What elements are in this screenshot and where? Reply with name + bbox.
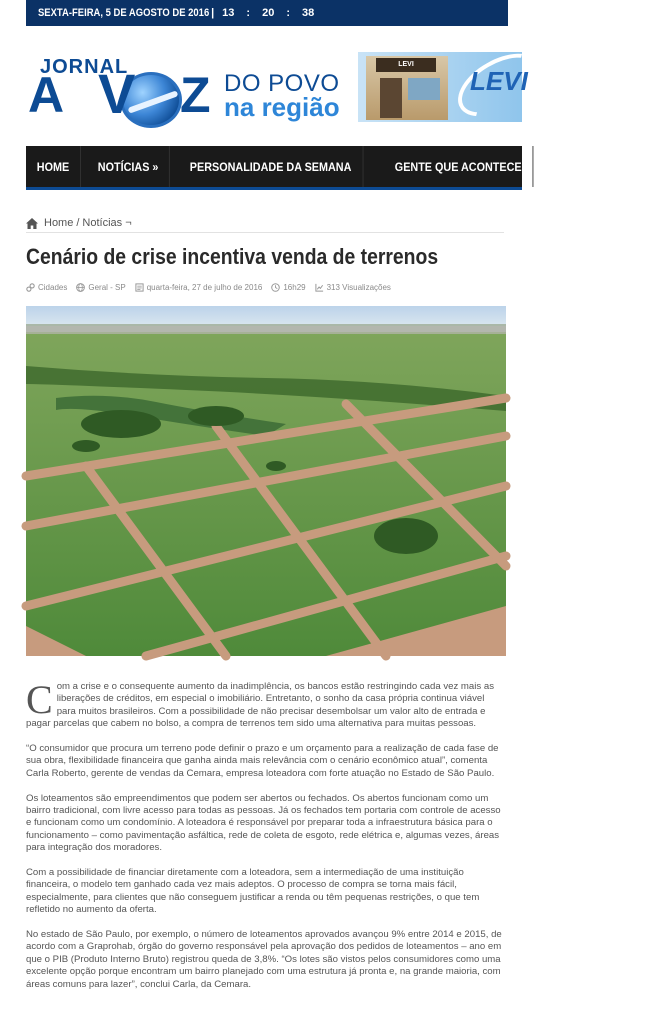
nav-item-gente-que-acontece[interactable]: GENTE QUE ACONTECE (384, 146, 533, 187)
logo-letter-z: Z (180, 67, 211, 123)
meta-date (135, 283, 263, 292)
clock-separator: : (286, 7, 290, 19)
meta-time (271, 283, 305, 292)
breadcrumb-current[interactable]: Notícias ¬ (82, 217, 132, 229)
main-nav (26, 146, 658, 190)
breadcrumb-divider (26, 232, 504, 233)
breadcrumb-separator: / (76, 217, 80, 229)
site-header (0, 26, 528, 144)
article-meta (26, 280, 506, 294)
meta-views (315, 283, 391, 292)
nav-item-home[interactable]: HOME (26, 146, 81, 187)
document-icon (135, 283, 144, 292)
article-photo (26, 306, 506, 656)
globe-icon (76, 283, 85, 292)
ad-brand-name: LEVI (470, 66, 528, 96)
logo-do-povo-text: DO POVO (224, 70, 340, 97)
header-ad-banner[interactable] (358, 52, 528, 122)
breadcrumb-home-link[interactable]: Home (44, 217, 74, 229)
nav-item-noticias[interactable]: NOTÍCIAS » (87, 146, 170, 187)
article-paragraph: “O consumidor que procura um terreno pode definir o prazo e um orçamento para a realização de cada fase de sua obra, flexibilidade financeira que ganha ainda mais relevância com o cenário econômico atual”, comenta Carla Roberto, gerente de vendas da Cemara, empresa loteadora com forte atuação no Estado de São Paulo. (26, 743, 499, 779)
breadcrumb (26, 214, 504, 232)
logo-na-regiao-text: na região (224, 92, 340, 122)
meta-date-label: quarta-feira, 27 de julho de 2016 (146, 282, 263, 292)
article-paragraph-text: om a crise e o consequente aumento da inadimplência, os bancos estão restringindo cada vez mais as liberações de créditos, em especial o imobiliário. Entretanto, o sonho da casa própria continua viável para muitos brasileiros. Com a possibilidade de não precisar desembolsar um valor alto de entrada e pagar parcelas que cabem no bolso, a compra de terrenos tem sido uma alternativa para muitas pessoas. (26, 681, 494, 730)
top-bar (0, 0, 522, 26)
site-logo[interactable] (28, 56, 348, 146)
article-body (26, 677, 504, 1003)
meta-category-label: Cidades (38, 282, 68, 292)
logo-letter-v: V (98, 62, 136, 125)
link-icon (26, 283, 35, 292)
top-bar-separator: | (211, 7, 215, 19)
meta-views-label: 313 Visualizações (326, 282, 391, 292)
clock-separator: : (246, 7, 251, 19)
clock-minutes: 20 (262, 7, 275, 19)
shop-sign: LEVI (376, 58, 436, 72)
logo-jornal-text: JORNAL (40, 56, 129, 78)
nav-item-classificados[interactable]: CLASSIFICADOS » (560, 159, 658, 174)
article-title: Cenário de crise incentiva venda de terrenos (26, 244, 439, 269)
current-date: SEXTA-FEIRA, 5 DE AGOSTO DE 2016 (38, 7, 210, 19)
home-icon (26, 218, 38, 229)
top-bar-strip (26, 0, 508, 26)
clock-seconds: 38 (302, 7, 315, 19)
drop-cap: C (26, 677, 53, 722)
article-paragraph (26, 677, 504, 731)
meta-category[interactable] (26, 283, 67, 292)
article-paragraph: Com a possibilidade de financiar diretamente com a loteadora, sem a intermediação de uma instituição financeira, o modelo tem ganhado cada vez mais adeptos. O processo de compra se torna mais fácil, especialmente, para clientes que não conseguem justificar a renda ou têm pequenas restrições, o que tem refletido no aumento da oferta. (26, 867, 480, 916)
meta-region-label: Geral - SP (88, 282, 126, 292)
storefront-image (366, 56, 448, 120)
nav-item-personalidade-da-semana[interactable]: PERSONALIDADE DA SEMANA (179, 146, 363, 187)
live-clock (222, 7, 314, 19)
article-paragraph: Os loteamentos são empreendimentos que podem ser abertos ou fechados. Os abertos funcionam como um bairro tradicional, com livre acesso para todas as pessoas. Já os fechados tem portaria com controle de acesso e funcionam como um condomínio. A loteadora é responsável por preparar toda a infraestrutura básica para o funcionamento – como pavimentação asfáltica, rede de coleta de esgoto, rede elétrica e, algumas vezes, áreas para integração dos moradores. (26, 792, 501, 854)
article-paragraph: No estado de São Paulo, por exemplo, o número de loteamentos aprovados avançou 9% entre 2014 e 2015, de acordo com a Graprohab, órgão do governo responsável pela aprovação dos pedidos de loteamentos – ano em que o PIB (Produto Interno Bruto) registrou queda de 3,8%. “Os lotes são vistos pelos consumidores como uma excelente opção porque encontram um bairro planejado com uma estrutura já pronta e, na grande maioria, com áreas comuns para lazer”, conclui Carla, da Cemara. (26, 929, 502, 990)
clock-hours: 13 (222, 7, 235, 19)
meta-time-label: 16h29 (283, 282, 306, 292)
meta-region[interactable] (76, 283, 125, 292)
logo-letter-a: A (28, 67, 65, 123)
clock-icon (271, 283, 280, 292)
chart-icon (315, 283, 324, 292)
